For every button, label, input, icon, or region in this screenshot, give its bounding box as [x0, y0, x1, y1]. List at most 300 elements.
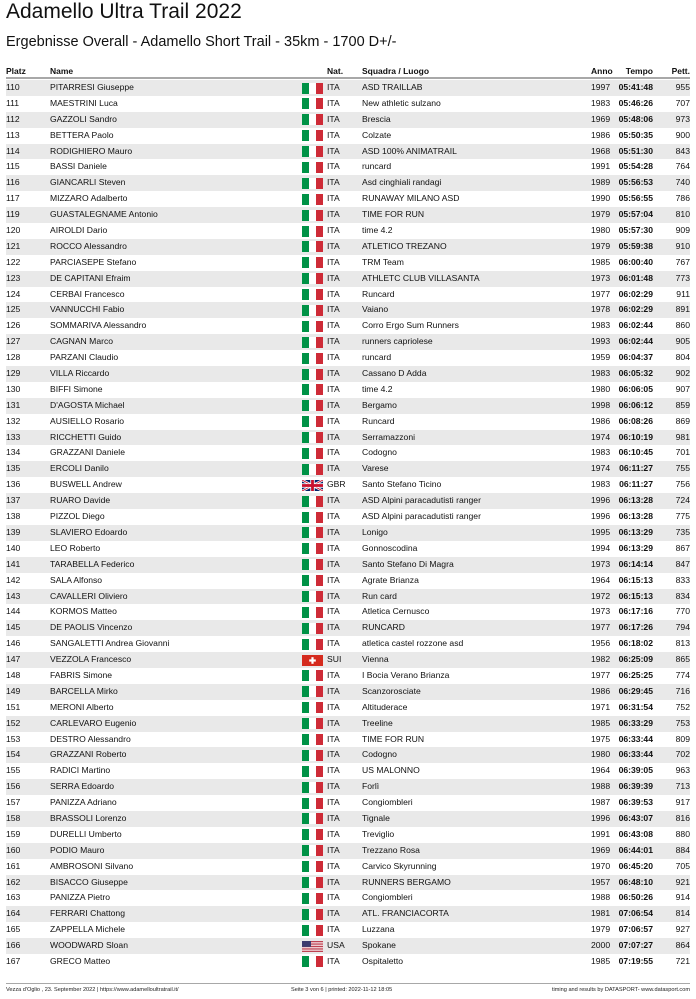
cell-tempo: 06:13:29: [618, 526, 653, 537]
cell-name: BARCELLA Mirko: [50, 685, 118, 696]
cell-pett: 927: [675, 924, 690, 935]
cell-platz: 141: [6, 558, 21, 569]
cell-platz: 123: [6, 272, 21, 283]
flag-icon-ita: [302, 400, 323, 411]
cell-platz: 138: [6, 511, 21, 522]
cell-pett: 707: [675, 97, 690, 108]
cell-platz: 153: [6, 733, 21, 744]
cell-name: BISACCO Giuseppe: [50, 876, 128, 887]
cell-name: AMBROSONI Silvano: [50, 860, 134, 871]
cell-platz: 135: [6, 463, 21, 474]
cell-tempo: 05:48:06: [618, 113, 653, 124]
cell-tempo: 07:19:55: [618, 955, 653, 966]
flag-icon-ita: [302, 353, 323, 364]
cell-tempo: 06:44:01: [618, 844, 653, 855]
cell-nat: ITA: [327, 511, 340, 522]
cell-tempo: 06:39:39: [618, 781, 653, 792]
cell-anno: 1982: [591, 654, 611, 665]
cell-nat: ITA: [327, 876, 340, 887]
table-row: [6, 811, 690, 827]
table-row: [6, 716, 690, 732]
cell-pett: 909: [675, 225, 690, 236]
cell-anno: 1998: [591, 399, 611, 410]
footer-divider: [6, 983, 690, 984]
flag-icon-ita: [302, 114, 323, 125]
cell-anno: 2000: [591, 940, 611, 951]
cell-anno: 1980: [591, 383, 611, 394]
cell-name: LEO Roberto: [50, 542, 101, 553]
cell-team: Bergamo: [362, 399, 397, 410]
table-row: [6, 859, 690, 875]
col-name-header: Name: [50, 66, 74, 76]
cell-team: RUNCARD: [362, 622, 405, 633]
cell-team: Asd cinghiali randagi: [362, 177, 442, 188]
cell-team: TRM Team: [362, 256, 404, 267]
cell-tempo: 05:51:30: [618, 145, 653, 156]
cell-pett: 905: [675, 336, 690, 347]
flag-icon-ita: [302, 384, 323, 395]
cell-team: TIME FOR RUN: [362, 209, 425, 220]
flag-icon-ita: [302, 416, 323, 427]
flag-icon-ita: [302, 226, 323, 237]
cell-pett: 910: [675, 240, 690, 251]
cell-nat: ITA: [327, 860, 340, 871]
flag-icon-ita: [302, 575, 323, 586]
cell-anno: 1964: [591, 765, 611, 776]
cell-platz: 146: [6, 638, 21, 649]
table-row: [6, 112, 690, 128]
cell-tempo: 07:07:27: [618, 940, 653, 951]
cell-nat: ITA: [327, 383, 340, 394]
cell-nat: ITA: [327, 97, 340, 108]
cell-team: Vienna: [362, 654, 389, 665]
cell-platz: 159: [6, 828, 21, 839]
cell-platz: 147: [6, 654, 21, 665]
col-anno-header: Anno: [591, 66, 613, 76]
table-row: [6, 732, 690, 748]
cell-platz: 148: [6, 669, 21, 680]
table-row: [6, 779, 690, 795]
cell-anno: 1977: [591, 622, 611, 633]
table-row: [6, 287, 690, 303]
cell-name: AUSIELLO Rosario: [50, 415, 125, 426]
cell-team: Santo Stefano Ticino: [362, 479, 442, 490]
table-row: [6, 239, 690, 255]
cell-nat: SUI: [327, 654, 342, 665]
cell-tempo: 06:04:37: [618, 352, 653, 363]
cell-name: CAGNAN Marco: [50, 336, 114, 347]
cell-name: SOMMARIVA Alessandro: [50, 320, 147, 331]
cell-name: PARZANI Claudio: [50, 352, 119, 363]
cell-platz: 129: [6, 368, 21, 379]
cell-nat: ITA: [327, 908, 340, 919]
cell-platz: 139: [6, 526, 21, 537]
cell-tempo: 06:50:26: [618, 892, 653, 903]
table-row: [6, 382, 690, 398]
cell-pett: 911: [676, 288, 690, 299]
cell-anno: 1986: [591, 685, 611, 696]
cell-platz: 161: [6, 860, 21, 871]
cell-pett: 809: [675, 733, 690, 744]
cell-platz: 158: [6, 812, 21, 823]
cell-team: Cassano D Adda: [362, 368, 427, 379]
cell-name: BRASSOLI Lorenzo: [50, 812, 127, 823]
cell-tempo: 06:02:44: [618, 336, 653, 347]
cell-name: GRECO Matteo: [50, 955, 111, 966]
cell-platz: 152: [6, 717, 21, 728]
cell-name: GUASTALEGNAME Antonio: [50, 209, 158, 220]
table-row: [6, 477, 690, 493]
cell-anno: 1974: [591, 431, 611, 442]
cell-team: Treviglio: [362, 828, 395, 839]
cell-platz: 132: [6, 415, 21, 426]
table-row: [6, 620, 690, 636]
flag-icon-ita: [302, 543, 323, 554]
cell-pett: 752: [675, 701, 690, 712]
cell-nat: ITA: [327, 415, 340, 426]
cell-nat: ITA: [327, 177, 340, 188]
cell-name: GAZZOLI Sandro: [50, 113, 117, 124]
cell-nat: ITA: [327, 955, 340, 966]
cell-pett: 955: [675, 82, 690, 92]
cell-anno: 1997: [591, 82, 611, 92]
cell-anno: 1994: [591, 542, 611, 553]
col-platz-header: Platz: [6, 66, 26, 76]
cell-platz: 125: [6, 304, 21, 315]
table-row: [6, 795, 690, 811]
cell-team: Congiombleri: [362, 892, 413, 903]
cell-tempo: 06:31:54: [618, 701, 653, 712]
table-row: [6, 922, 690, 938]
cell-nat: ITA: [327, 797, 340, 808]
flag-icon-ita: [302, 496, 323, 507]
cell-nat: ITA: [327, 717, 340, 728]
header-divider: [6, 77, 690, 79]
table-row: [6, 207, 690, 223]
cell-anno: 1996: [591, 495, 611, 506]
cell-pett: 921: [675, 876, 690, 887]
cell-tempo: 07:06:57: [618, 924, 653, 935]
cell-nat: ITA: [327, 129, 340, 140]
cell-platz: 112: [6, 113, 20, 124]
cell-team: time 4.2: [362, 225, 393, 236]
cell-platz: 167: [6, 955, 21, 966]
footer-center: Seite 3 von 6 | printed: 2022-11-12 18:05: [291, 987, 393, 993]
table-row: [6, 191, 690, 207]
cell-nat: ITA: [327, 352, 340, 363]
cell-nat: ITA: [327, 82, 340, 92]
cell-nat: ITA: [327, 368, 340, 379]
cell-tempo: 06:11:27: [619, 463, 653, 474]
cell-team: Runcard: [362, 415, 395, 426]
cell-platz: 116: [6, 177, 20, 188]
table-row: [6, 700, 690, 716]
cell-team: Colzate: [362, 129, 392, 140]
flag-icon-ita: [302, 877, 323, 888]
cell-platz: 110: [6, 82, 20, 92]
cell-platz: 114: [6, 145, 20, 156]
flag-icon-ita: [302, 305, 323, 316]
cell-pett: 770: [675, 606, 690, 617]
table-row: [6, 684, 690, 700]
cell-nat: ITA: [327, 304, 340, 315]
flag-icon-usa: [302, 941, 323, 952]
cell-anno: 1996: [591, 511, 611, 522]
cell-tempo: 06:39:05: [618, 765, 653, 776]
table-row: [6, 525, 690, 541]
cell-anno: 1979: [591, 924, 611, 935]
cell-tempo: 05:54:28: [618, 161, 653, 172]
flag-icon-ita: [302, 766, 323, 777]
cell-pett: 775: [675, 511, 690, 522]
cell-nat: ITA: [327, 622, 340, 633]
cell-anno: 1980: [591, 225, 611, 236]
cell-team: ASD Alpini paracadutisti ranger: [362, 511, 481, 522]
flag-icon-ita: [302, 321, 323, 332]
cell-anno: 1964: [591, 574, 611, 585]
cell-platz: 121: [6, 240, 21, 251]
cell-name: RUARO Davide: [50, 495, 111, 506]
cell-anno: 1972: [591, 590, 611, 601]
cell-platz: 140: [6, 542, 21, 553]
cell-platz: 142: [6, 574, 21, 585]
cell-name: GRAZZANI Roberto: [50, 749, 127, 760]
table-row: [6, 175, 690, 191]
cell-team: RUNNERS BERGAMO: [362, 876, 451, 887]
cell-team: TIME FOR RUN: [362, 733, 425, 744]
cell-nat: GBR: [327, 479, 346, 490]
cell-team: runcard: [362, 161, 392, 172]
table-row: [6, 493, 690, 509]
cell-pett: 880: [675, 828, 690, 839]
cell-platz: 144: [6, 606, 21, 617]
cell-team: Scanzorosciate: [362, 685, 421, 696]
table-row: [6, 414, 690, 430]
cell-nat: ITA: [327, 542, 340, 553]
cell-team: Carvico Skyrunning: [362, 860, 437, 871]
cell-anno: 1977: [591, 288, 611, 299]
cell-tempo: 06:25:25: [618, 669, 653, 680]
cell-tempo: 06:43:07: [618, 812, 653, 823]
cell-tempo: 06:45:20: [618, 860, 653, 871]
cell-tempo: 05:56:53: [618, 177, 653, 188]
cell-team: time 4.2: [362, 383, 393, 394]
cell-team: Lonigo: [362, 526, 388, 537]
cell-anno: 1983: [591, 368, 611, 379]
table-row: [6, 144, 690, 160]
cell-team: ATHLETC CLUB VILLASANTA: [362, 272, 480, 283]
cell-anno: 1988: [591, 892, 611, 903]
table-row: [6, 80, 690, 96]
cell-name: SERRA Edoardo: [50, 781, 115, 792]
cell-platz: 134: [6, 447, 21, 458]
cell-pett: 864: [675, 940, 690, 951]
cell-pett: 721: [675, 955, 690, 966]
cell-tempo: 06:39:53: [618, 797, 653, 808]
flag-icon-ita: [302, 162, 323, 173]
cell-name: DE CAPITANI Efraim: [50, 272, 131, 283]
cell-tempo: 06:17:26: [618, 622, 653, 633]
cell-tempo: 06:17:16: [618, 606, 653, 617]
cell-name: RODIGHIERO Mauro: [50, 145, 133, 156]
cell-team: ASD 100% ANIMATRAIL: [362, 145, 457, 156]
table-row: [6, 668, 690, 684]
cell-name: VEZZOLA Francesco: [50, 654, 132, 665]
cell-anno: 1985: [591, 955, 611, 966]
table-row: [6, 763, 690, 779]
cell-platz: 149: [6, 685, 21, 696]
cell-nat: ITA: [327, 240, 340, 251]
cell-anno: 1985: [591, 256, 611, 267]
cell-platz: 131: [6, 399, 21, 410]
cell-platz: 155: [6, 765, 21, 776]
cell-anno: 1971: [591, 701, 611, 712]
cell-anno: 1996: [591, 812, 611, 823]
cell-team: I Bocia Verano Brianza: [362, 669, 450, 680]
cell-platz: 154: [6, 749, 21, 760]
cell-team: atletica castel rozzone asd: [362, 638, 464, 649]
cell-pett: 740: [675, 177, 690, 188]
cell-nat: ITA: [327, 288, 340, 299]
cell-pett: 701: [675, 447, 690, 458]
cell-platz: 156: [6, 781, 21, 792]
cell-anno: 1983: [591, 447, 611, 458]
cell-anno: 1970: [591, 860, 611, 871]
cell-team: Atletica Cernusco: [362, 606, 430, 617]
flag-icon-ita: [302, 845, 323, 856]
cell-anno: 1986: [591, 129, 611, 140]
flag-icon-ita: [302, 178, 323, 189]
cell-platz: 133: [6, 431, 21, 442]
flag-icon-ita: [302, 893, 323, 904]
flag-icon-ita: [302, 956, 323, 967]
cell-name: PITARRESI Giuseppe: [50, 82, 134, 92]
cell-nat: ITA: [327, 701, 340, 712]
cell-team: Santo Stefano Di Magra: [362, 558, 454, 569]
cell-platz: 165: [6, 924, 21, 935]
cell-team: Trezzano Rosa: [362, 844, 420, 855]
cell-tempo: 05:57:30: [618, 225, 653, 236]
cell-team: Codogno: [362, 447, 397, 458]
cell-anno: 1991: [591, 828, 611, 839]
cell-pett: 860: [675, 320, 690, 331]
table-row: [6, 302, 690, 318]
cell-name: MAESTRINI Luca: [50, 97, 118, 108]
cell-team: Corro Ergo Sum Runners: [362, 320, 459, 331]
flag-icon-ita: [302, 813, 323, 824]
cell-nat: ITA: [327, 574, 340, 585]
cell-tempo: 06:48:10: [618, 876, 653, 887]
cell-pett: 755: [675, 463, 690, 474]
cell-pett: 963: [675, 765, 690, 776]
cell-nat: ITA: [327, 638, 340, 649]
cell-nat: ITA: [327, 113, 340, 124]
cell-nat: ITA: [327, 844, 340, 855]
table-row: [6, 954, 690, 970]
flag-icon-ita: [302, 909, 323, 920]
cell-name: CAVALLERI Oliviero: [50, 590, 128, 601]
cell-tempo: 06:02:29: [618, 288, 653, 299]
cell-pett: 735: [675, 526, 690, 537]
cell-platz: 115: [6, 161, 20, 172]
flag-icon-ita: [302, 750, 323, 761]
cell-name: GIANCARLI Steven: [50, 177, 126, 188]
table-row: [6, 589, 690, 605]
cell-team: RUNAWAY MILANO ASD: [362, 193, 460, 204]
cell-pett: 716: [675, 685, 690, 696]
cell-platz: 126: [6, 320, 21, 331]
cell-tempo: 05:59:38: [618, 240, 653, 251]
cell-anno: 1983: [591, 479, 611, 490]
flag-icon-ita: [302, 98, 323, 109]
cell-team: Brescia: [362, 113, 391, 124]
cell-pett: 859: [675, 399, 690, 410]
cell-pett: 865: [675, 654, 690, 665]
cell-nat: ITA: [327, 526, 340, 537]
cell-name: BETTERA Paolo: [50, 129, 114, 140]
cell-nat: ITA: [327, 447, 340, 458]
cell-anno: 1987: [591, 797, 611, 808]
cell-anno: 1985: [591, 717, 611, 728]
flag-icon-ita: [302, 861, 323, 872]
flag-icon-ita: [302, 464, 323, 475]
cell-team: Altituderace: [362, 701, 408, 712]
cell-platz: 162: [6, 876, 21, 887]
cell-nat: ITA: [327, 892, 340, 903]
cell-nat: ITA: [327, 590, 340, 601]
cell-pett: 816: [675, 812, 690, 823]
cell-platz: 136: [6, 479, 21, 490]
cell-team: ASD TRAILLAB: [362, 82, 423, 92]
cell-name: AIROLDI Dario: [50, 225, 108, 236]
cell-name: PARCIASEPE Stefano: [50, 256, 137, 267]
flag-icon-ita: [302, 591, 323, 602]
cell-tempo: 05:50:35: [618, 129, 653, 140]
cell-team: Tignale: [362, 812, 390, 823]
flag-icon-ita: [302, 83, 323, 94]
cell-anno: 1957: [591, 876, 611, 887]
page-title: Adamello Ultra Trail 2022: [6, 0, 242, 23]
cell-name: VILLA Riccardo: [50, 368, 110, 379]
cell-team: ATL. FRANCIACORTA: [362, 908, 449, 919]
table-row: [6, 398, 690, 414]
cell-tempo: 06:33:44: [618, 749, 653, 760]
flag-icon-ita: [302, 369, 323, 380]
cell-platz: 113: [6, 129, 20, 140]
cell-pett: 786: [675, 193, 690, 204]
cell-name: MIZZARO Adalberto: [50, 193, 128, 204]
cell-nat: ITA: [327, 161, 340, 172]
table-row: [6, 875, 690, 891]
cell-pett: 867: [675, 542, 690, 553]
cell-name: BASSI Daniele: [50, 161, 107, 172]
cell-name: ROCCO Alessandro: [50, 240, 127, 251]
cell-tempo: 06:13:28: [618, 511, 653, 522]
flag-icon-ita: [302, 289, 323, 300]
col-team-header: Squadra / Luogo: [362, 66, 430, 76]
cell-pett: 907: [675, 383, 690, 394]
cell-platz: 143: [6, 590, 21, 601]
cell-name: RADICI Martino: [50, 765, 111, 776]
cell-team: Vaiano: [362, 304, 389, 315]
table-row: [6, 271, 690, 287]
cell-platz: 157: [6, 797, 21, 808]
table-row: [6, 430, 690, 446]
cell-nat: ITA: [327, 145, 340, 156]
cell-pett: 724: [675, 495, 690, 506]
flag-icon-ita: [302, 718, 323, 729]
cell-tempo: 06:01:48: [618, 272, 653, 283]
